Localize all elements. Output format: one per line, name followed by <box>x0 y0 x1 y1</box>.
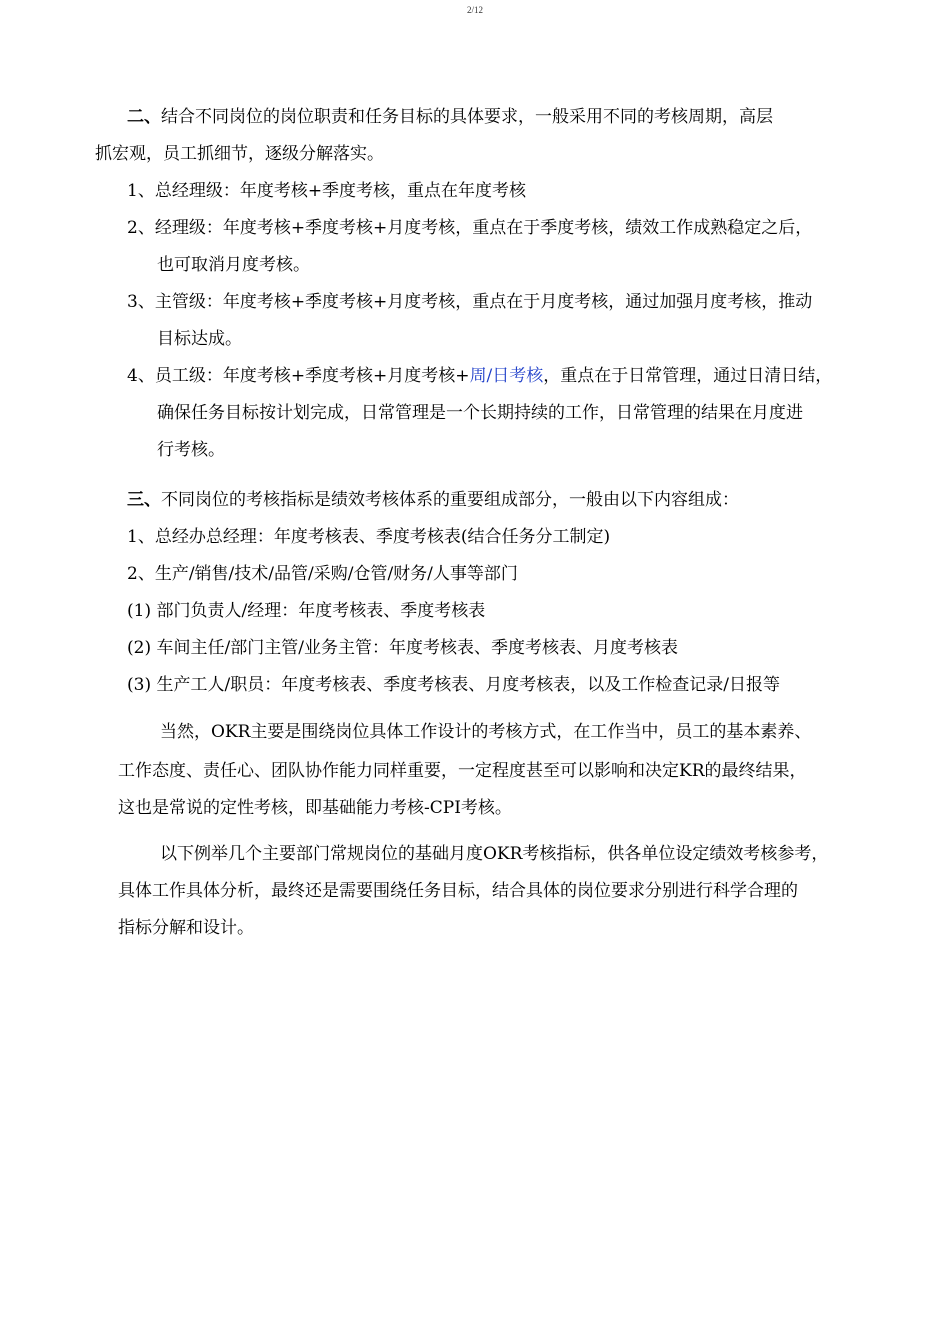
section3-item-1: 1、总经办总经理：年度考核表、季度考核表(结合任务分工制定) <box>127 527 611 547</box>
section2-item-4-cont2: 行考核。 <box>157 440 225 460</box>
okr-paragraph-line1: 当然，OKR主要是围绕岗位具体工作设计的考核方式，在工作当中，员工的基本素养、 <box>160 722 812 742</box>
section3-item-2-2: (2) 车间主任/部门主管/业务主管：年度考核表、季度考核表、月度考核表 <box>127 638 678 658</box>
section3-marker: 三、 <box>127 490 161 510</box>
examples-paragraph-line3: 指标分解和设计。 <box>118 918 254 938</box>
section2-item-4-cont1: 确保任务目标按计划完成，日常管理是一个长期持续的工作，日常管理的结果在月度进 <box>157 403 803 423</box>
section3-item-2-3: (3) 生产工人/职员：年度考核表、季度考核表、月度考核表，以及工作检查记录/日报等 <box>127 675 780 695</box>
page-number: 2/12 <box>466 5 483 15</box>
section3-heading <box>127 489 739 511</box>
section2-item-3: 3、主管级：年度考核+季度考核+月度考核，重点在于月度考核，通过加强月度考核，推动 <box>127 292 813 312</box>
section2-item-4-after: ，重点在于日常管理，通过日清日结， <box>543 366 833 386</box>
okr-paragraph-line3: 这也是常说的定性考核，即基础能力考核-CPI考核。 <box>118 798 512 818</box>
section2-item-4-before: 4、员工级：年度考核+季度考核+月度考核+ <box>127 366 470 386</box>
section2-item-2: 2、经理级：年度考核+季度考核+月度考核，重点在于季度考核，绩效工作成熟稳定之后， <box>127 218 813 238</box>
section2-heading <box>127 106 773 128</box>
section2-text-line1: 结合不同岗位的岗位职责和任务目标的具体要求，一般采用不同的考核周期，高层 <box>161 107 773 127</box>
section3-item-2-1: (1) 部门负责人/经理：年度考核表、季度考核表 <box>127 601 486 621</box>
section3-text: 不同岗位的考核指标是绩效考核体系的重要组成部分，一般由以下内容组成： <box>161 490 739 510</box>
section2-text-line2: 抓宏观，员工抓细节，逐级分解落实。 <box>95 144 384 164</box>
section2-item-2-cont: 也可取消月度考核。 <box>157 255 310 275</box>
examples-paragraph-line1: 以下例举几个主要部门常规岗位的基础月度OKR考核指标，供各单位设定绩效考核参考， <box>160 844 829 864</box>
section2-marker: 二、 <box>127 107 161 127</box>
section2-item-4 <box>127 365 832 387</box>
section2-item-1: 1、总经理级：年度考核+季度考核，重点在年度考核 <box>127 181 527 201</box>
okr-paragraph-line2: 工作态度、责任心、团队协作能力同样重要，一定程度甚至可以影响和决定KR的最终结果， <box>118 761 807 781</box>
section2-item-4-highlight: 周/日考核 <box>469 366 544 386</box>
section2-item-3-cont: 目标达成。 <box>157 329 242 349</box>
examples-paragraph-line2: 具体工作具体分析，最终还是需要围绕任务目标，结合具体的岗位要求分别进行科学合理的 <box>118 881 798 901</box>
section3-item-2: 2、生产/销售/技术/品管/采购/仓管/财务/人事等部门 <box>127 564 518 584</box>
